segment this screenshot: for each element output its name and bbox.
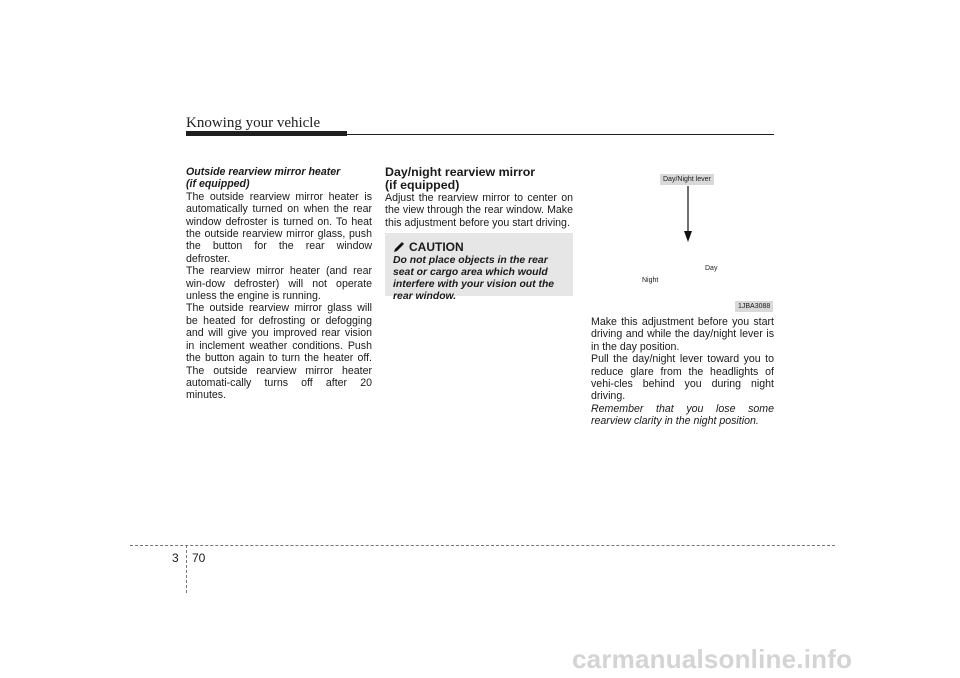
day-night-mirror-heading: Day/night rearview mirror [385, 165, 536, 179]
day-night-mirror-heading-qualifier: (if equipped) [385, 178, 460, 192]
column-mirror-heater [186, 166, 372, 402]
mirror-heater-paragraph-2: The rearview mirror heater (and rear win-dow defroster) will not operate unless the engine is running. [186, 265, 372, 303]
column-day-night-usage [591, 316, 774, 428]
caution-title [393, 240, 464, 254]
mirror-heater-paragraph-3: The outside rearview mirror glass will be heated for defrosting or defogging and will give you improved rear vision in inclement weather conditions. Push the button again to turn the heater off. The outside rearview mirror heater automati-cally turns off after 20 minutes. [186, 302, 372, 402]
caution-title-text: CAUTION [409, 240, 464, 254]
mirror-heater-heading: Outside rearview mirror heater [186, 166, 341, 178]
footer-divider [186, 545, 187, 593]
caution-pencil-icon [393, 241, 405, 253]
figure-arrow-down-icon [684, 186, 692, 242]
figure-lever-label: Day/Night lever [660, 174, 714, 185]
footer-rule [130, 545, 835, 546]
day-night-usage-paragraph-2: Pull the day/night lever toward you to reduce glare from the headlights of vehi-cles behind you during night driving. [591, 353, 774, 403]
figure-day-label: Day [705, 265, 718, 272]
mirror-heater-heading-qualifier: (if equipped) [186, 178, 250, 191]
figure-code: 1JBA3088 [735, 301, 773, 312]
header-rule [186, 134, 774, 135]
mirror-figure [591, 166, 774, 314]
day-night-mirror-paragraph-1: Adjust the rearview mirror to center on the view through the rear window. Make this adjustment before you start driving. [385, 192, 573, 229]
watermark: carmanualsonline.info [572, 644, 853, 674]
page-header-title: Knowing your vehicle [186, 115, 321, 131]
day-night-usage-paragraph-1: Make this adjustment before you start driving and while the day/night lever is in the day position. [591, 316, 774, 353]
figure-night-label: Night [642, 277, 659, 284]
caution-text: Do not place objects in the rear seat or cargo area which would interfere with your vision out the rear window. [393, 255, 555, 302]
column-day-night-mirror [385, 166, 573, 229]
caution-box [385, 233, 573, 302]
mirror-heater-paragraph-1: The outside rearview mirror heater is automatically turned on when the rear window defroster is turned on. To heat the outside rearview mirror glass, push the button for the rear window defroster. [186, 190, 372, 265]
footer-chapter-number: 3 [172, 551, 179, 565]
footer-page-number: 70 [192, 551, 206, 565]
day-night-usage-note: Remember that you lose some rearview clarity in the night position. [591, 402, 774, 428]
